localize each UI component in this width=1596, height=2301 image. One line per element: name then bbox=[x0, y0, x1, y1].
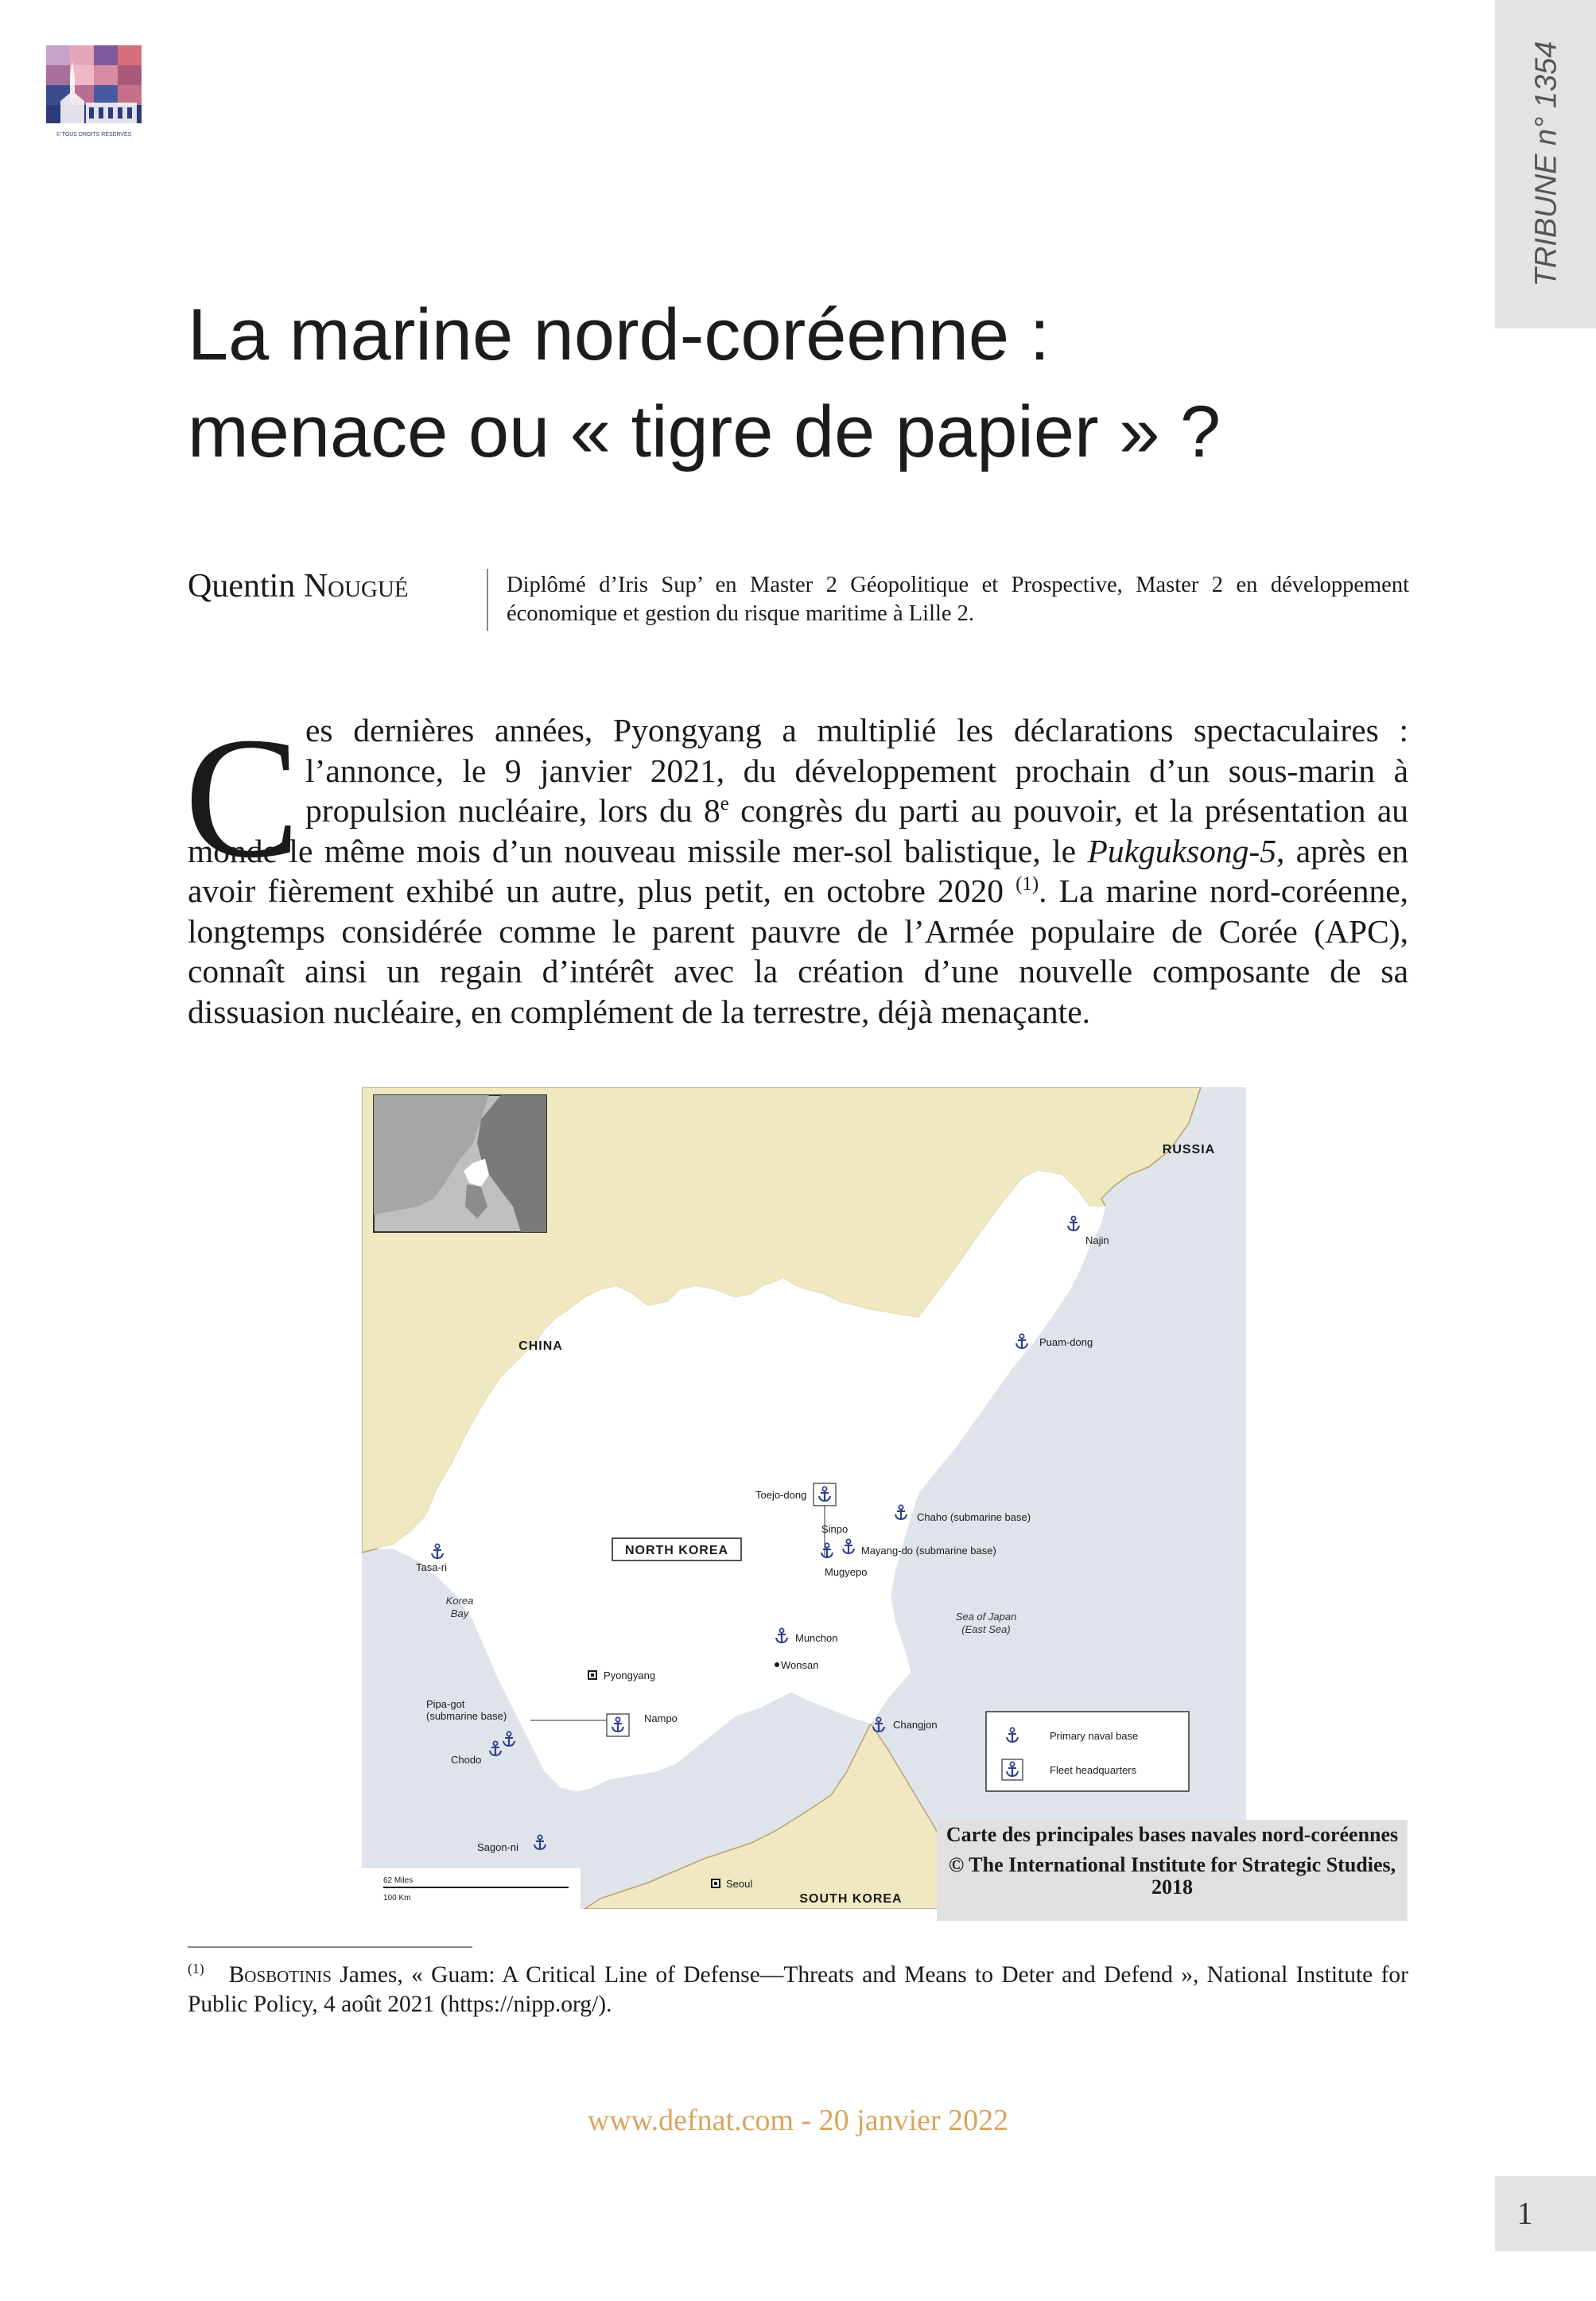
base-sinpo bbox=[821, 1523, 848, 1535]
author-divider bbox=[487, 569, 488, 631]
title-line-2: menace ou « tigre de papier » ? bbox=[188, 391, 1221, 472]
author-name bbox=[188, 567, 409, 605]
caption-copyright: © The International Institute for Strategic Studies, 2018 bbox=[948, 1853, 1396, 1899]
author-bio: Diplômé d’Iris Sup’ en Master 2 Géopolitique et Prospective, Master 2 en développement économique et gestion du risque maritime à Lille 2. bbox=[507, 573, 1409, 626]
footnote bbox=[188, 1961, 1408, 2019]
china-label: CHINA bbox=[518, 1339, 563, 1353]
author-last-name: Nougué bbox=[303, 568, 409, 604]
publisher-logo bbox=[46, 45, 142, 141]
map-caption bbox=[937, 1820, 1408, 1921]
page-number: 1 bbox=[1516, 2195, 1533, 2231]
east-sea-label: (East Sea) bbox=[961, 1623, 1011, 1635]
svg-text:Nampo: Nampo bbox=[644, 1712, 678, 1724]
logo-caption: © TOUS DROITS RÉSERVÉS bbox=[56, 132, 132, 138]
svg-text:Sinpo: Sinpo bbox=[821, 1523, 848, 1535]
title-line-1: La marine nord-coréenne : bbox=[188, 294, 1050, 375]
svg-text:Puam-dong: Puam-dong bbox=[1039, 1336, 1093, 1348]
svg-text:Toejo-dong: Toejo-dong bbox=[755, 1489, 807, 1501]
footnote-text: James, « Guam: A Critical Line of Defense—Threats and Means to Deter and Defend », National Institute for Public Policy, 4 août 2021 (https://nipp.org/). bbox=[188, 1962, 1408, 2017]
svg-text:Changjon: Changjon bbox=[893, 1719, 938, 1731]
tribune-number: TRIBUNE n° 1354 bbox=[1529, 41, 1563, 287]
korea-bay-label-1: Korea bbox=[445, 1595, 474, 1607]
svg-text:Najin: Najin bbox=[1085, 1234, 1109, 1246]
intro-text-1: es dernières années, Pyongyang a multiplié les déclarations spectaculaires : l’annonce, le 9 janvier 2021, du développement prochain d’un sous-marin à propulsion nucléaire, lors du 8 bbox=[305, 712, 1408, 829]
caption-title: Carte des principales bases navales nord-coréennes bbox=[946, 1823, 1399, 1846]
svg-text:Wonsan: Wonsan bbox=[781, 1659, 819, 1671]
scale-bar bbox=[362, 1868, 581, 1909]
svg-text:(submarine base): (submarine base) bbox=[426, 1710, 507, 1722]
drop-cap: C bbox=[184, 702, 301, 894]
intro-superscript-e: e bbox=[720, 793, 729, 815]
footer-website-date[interactable]: www.defnat.com - 20 janvier 2022 bbox=[587, 2104, 1009, 2137]
article-title bbox=[188, 286, 1428, 480]
svg-text:62 Miles: 62 Miles bbox=[383, 1876, 414, 1885]
city-wonsan bbox=[775, 1659, 818, 1671]
map-legend bbox=[986, 1712, 1189, 1791]
svg-text:Munchon: Munchon bbox=[795, 1632, 838, 1644]
svg-text:Seoul: Seoul bbox=[726, 1878, 753, 1890]
city-seoul bbox=[712, 1878, 752, 1890]
footnote-ref[interactable]: (1) bbox=[1015, 873, 1039, 896]
svg-text:Chodo: Chodo bbox=[451, 1754, 482, 1766]
svg-text:Mayang-do (submarine base): Mayang-do (submarine base) bbox=[861, 1545, 996, 1557]
legend-fleet: Fleet headquarters bbox=[1050, 1764, 1137, 1776]
intro-text-4: . La marine nord-coréenne, longtemps considérée comme le parent pauvre de l’Armée populaire de Corée (APC), connaît ainsi un regain d’intérêt avec la création d’une nouvelle composante de sa dissuasion nucléaire, en complément de la terrestre, déjà menaçante. bbox=[188, 873, 1408, 1030]
footnote-author: Bosbotinis bbox=[228, 1962, 332, 1988]
svg-text:Sagon-ni: Sagon-ni bbox=[477, 1841, 519, 1853]
locator-inset bbox=[374, 1095, 546, 1232]
naval-bases-map bbox=[362, 1087, 1246, 1909]
south-korea-label: SOUTH KOREA bbox=[799, 1892, 903, 1906]
svg-text:Mugyepo: Mugyepo bbox=[825, 1566, 868, 1578]
legend-primary: Primary naval base bbox=[1050, 1730, 1139, 1742]
svg-text:100 Km: 100 Km bbox=[383, 1894, 411, 1903]
svg-text:Tasa-ri: Tasa-ri bbox=[416, 1561, 448, 1573]
svg-text:Chaho (submarine base): Chaho (submarine base) bbox=[917, 1511, 1031, 1523]
intro-text-3: , après en avoir fièrement exhibé un autre, plus petit, en octobre 2020 bbox=[188, 832, 1408, 909]
svg-text:Pyongyang: Pyongyang bbox=[604, 1669, 656, 1681]
sea-of-japan-label: Sea of Japan bbox=[955, 1611, 1017, 1623]
footnote-divider bbox=[188, 1946, 472, 1948]
intro-paragraph bbox=[188, 710, 1408, 1032]
missile-name: Pukguksong-5 bbox=[1087, 832, 1276, 869]
author-first-name: Quentin bbox=[188, 568, 304, 604]
intro-text-2: congrès du parti au pouvoir, et la présentation au monde le même mois d’un nouveau missile mer-sol balistique, le bbox=[188, 792, 1409, 869]
korea-bay-label-2: Bay bbox=[450, 1607, 469, 1619]
russia-label: RUSSIA bbox=[1162, 1143, 1216, 1156]
footnote-marker: (1) bbox=[188, 1961, 204, 1977]
svg-text:Pipa-got: Pipa-got bbox=[426, 1698, 465, 1710]
north-korea-label: NORTH KOREA bbox=[624, 1544, 729, 1557]
base-mugyepo bbox=[825, 1566, 867, 1578]
